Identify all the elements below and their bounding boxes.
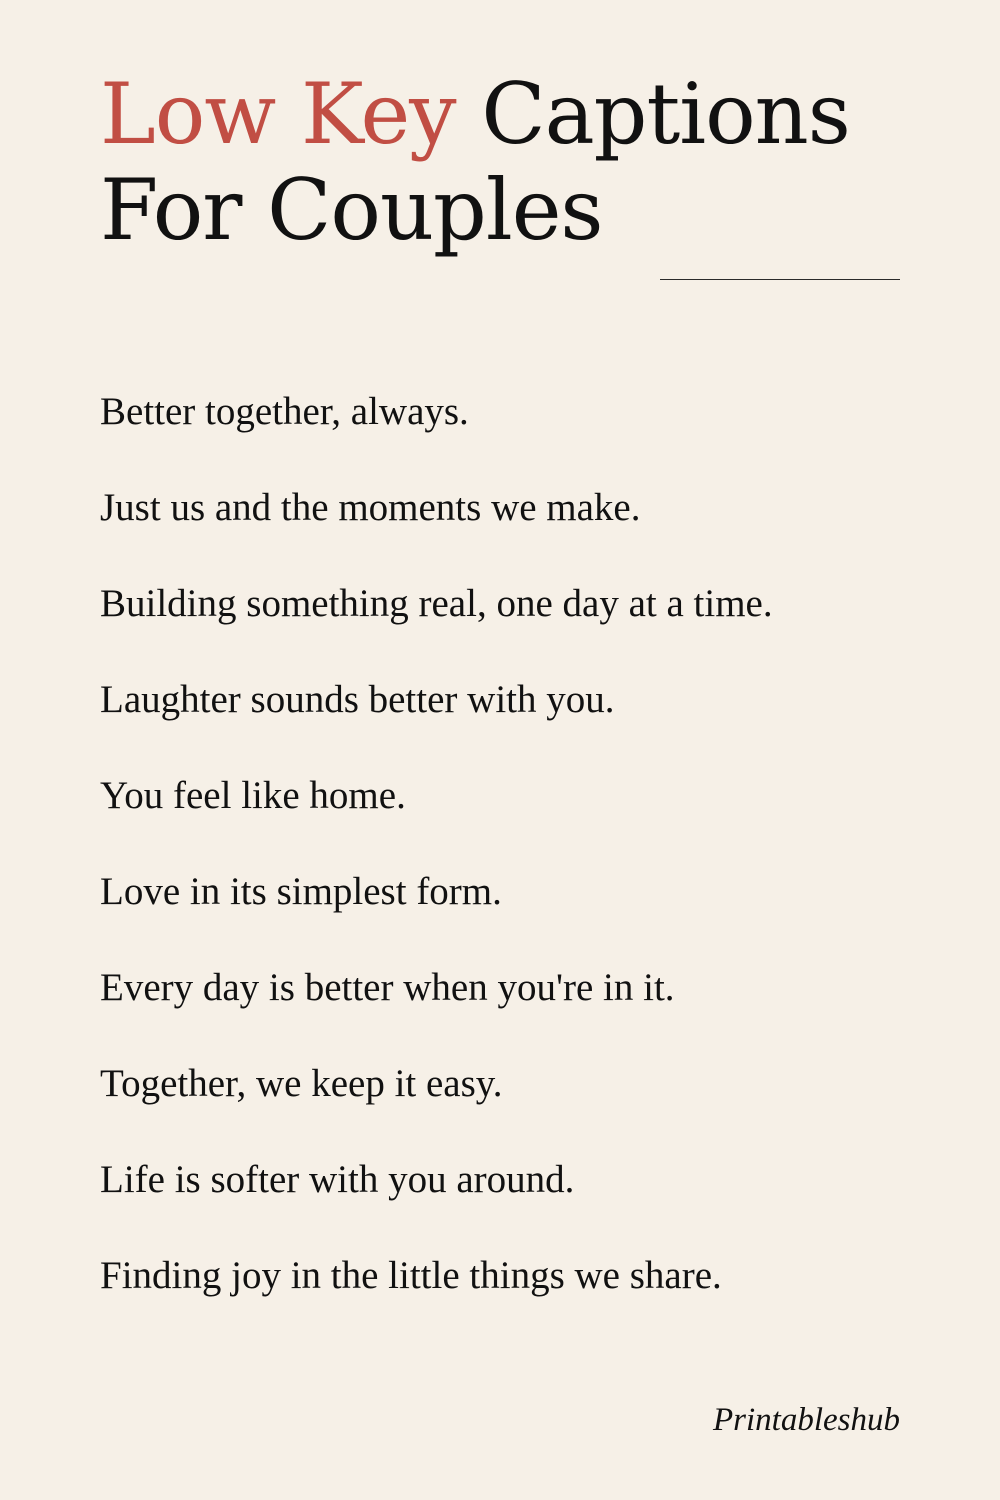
caption-item: Just us and the moments we make.: [100, 486, 641, 529]
caption-item: Laughter sounds better with you.: [100, 678, 615, 721]
caption-item: Love in its simplest form.: [100, 870, 502, 913]
page-title: [100, 66, 850, 258]
title-accent: Low Key: [100, 65, 456, 163]
caption-list: [100, 385, 773, 1345]
title-divider: [660, 279, 900, 280]
caption-item: You feel like home.: [100, 774, 406, 817]
caption-item: Every day is better when you're in it.: [100, 966, 675, 1009]
title-line-1-rest: Captions: [481, 65, 850, 163]
caption-item: Life is softer with you around.: [100, 1158, 575, 1201]
caption-item: Together, we keep it easy.: [100, 1062, 503, 1105]
caption-item: Better together, always.: [100, 390, 469, 433]
caption-item: Finding joy in the little things we share.: [100, 1254, 722, 1297]
caption-item: Building something real, one day at a time.: [100, 582, 773, 625]
title-line-1: [100, 66, 850, 162]
brand-signature: Printableshub: [713, 1402, 900, 1438]
title-line-2: For Couples: [100, 161, 603, 259]
